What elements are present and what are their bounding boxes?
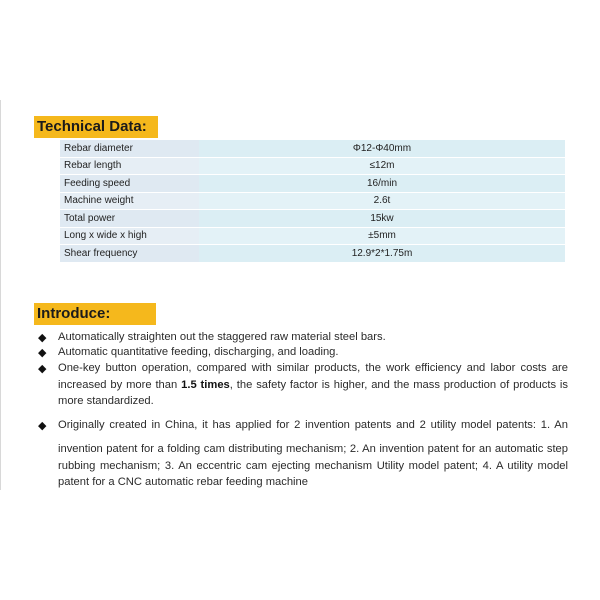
diamond-bullet-icon: ◆ — [38, 363, 47, 375]
row-value: ±5mm — [199, 227, 565, 245]
row-value: ≤12m — [199, 157, 565, 175]
introduce-heading: Introduce: — [34, 303, 156, 325]
row-value: Φ12-Φ40mm — [199, 140, 565, 157]
technical-data-heading: Technical Data: — [34, 116, 158, 138]
diamond-bullet-icon: ◆ — [38, 347, 47, 359]
introduce-item-2: Automatic quantitative feeding, discharging, and loading. — [58, 346, 339, 358]
row-label: Rebar length — [60, 157, 199, 175]
introduce-item-3 — [58, 360, 568, 410]
table-row — [60, 140, 565, 157]
item-3-text-before: One-key button operation, compared with similar products, the work efficiency and labor costs are increased by more than — [58, 362, 568, 391]
table-row — [60, 175, 565, 193]
technical-data-table — [60, 140, 565, 263]
row-value: 12.9*2*1.75m — [199, 245, 565, 263]
row-label: Long x wide x high — [60, 227, 199, 245]
table-row — [60, 210, 565, 228]
row-label: Machine weight — [60, 192, 199, 210]
table-row — [60, 227, 565, 245]
introduce-item-4-continuation: invention patent for a folding cam distributing mechanism; 2. An invention patent for an automatic step rubbing mechanism; 3. An eccentric cam ejecting mechanism Utility model patent; 4. A utility model patent for a CNC automatic rebar feeding machine — [58, 443, 568, 488]
row-label: Rebar diameter — [60, 140, 199, 157]
row-label: Feeding speed — [60, 175, 199, 193]
item-3-text-after: , the safety factor is higher, and the mass production of products is more standardized. — [58, 378, 569, 407]
row-value: 15kw — [199, 210, 565, 228]
table-row — [60, 192, 565, 210]
left-border-line — [0, 100, 1, 490]
diamond-bullet-icon: ◆ — [38, 332, 47, 344]
introduce-item-4-first-line: Originally created in China, it has applied for 2 invention patents and 2 utility model patents: 1. An — [58, 419, 568, 431]
row-value: 2.6t — [199, 192, 565, 210]
row-label: Total power — [60, 210, 199, 228]
item-3-highlight: 1.5 times — [181, 378, 230, 391]
table-row — [60, 157, 565, 175]
diamond-bullet-icon: ◆ — [38, 420, 47, 432]
introduce-item-1: Automatically straighten out the staggered raw material steel bars. — [58, 331, 386, 343]
row-value: 16/min — [199, 175, 565, 193]
table-row — [60, 245, 565, 263]
row-label: Shear frequency — [60, 245, 199, 263]
